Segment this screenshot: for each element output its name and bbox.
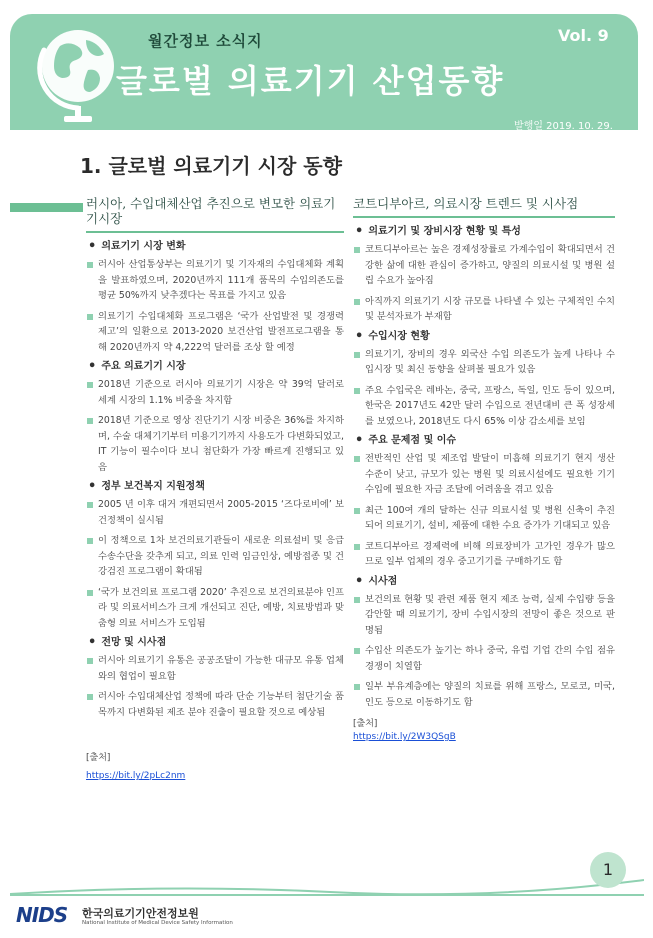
right-section-heading: • 의료기기 및 장비시장 현황 및 특성 (355, 224, 521, 239)
monthly-label: 월간정보 소식지 (148, 32, 263, 50)
list-item: ‘국가 보건의료 프로그램 2020’ 추진으로 보건의료분야 인프라 및 의료서비스가 크게 개선되고 진단, 예방, 치료방법과 맞춤형 의료 서비스가 도입됨 (86, 585, 344, 632)
right-section-heading: • 수입시장 현황 (355, 328, 430, 344)
right-section-heading: • 시사점 (355, 573, 398, 589)
issue-date: 발행일 2019. 10. 29. (514, 121, 613, 132)
left-section-heading: • 의료기기 시장 변화 (88, 239, 186, 254)
right-column-heading: 코트디부아르, 의료시장 트렌드 및 시사점 (353, 196, 615, 218)
list-item: 의료기기 수입대체화 프로그램은 ‘국가 산업발전 및 경쟁력 제고’의 일환으로 2013-2020 보건산업 발전프로그램을 통해 2020년까지 약 4,222억 달러를 조상 할 예정 (86, 309, 344, 356)
list-item: 아직까지 의료기기 시장 규모를 나타낼 수 있는 구체적인 수치 및 분석자료가 부재함 (353, 294, 615, 325)
dot-icon: • (88, 239, 97, 254)
footer-line (10, 894, 644, 896)
source-link[interactable]: https://bit.ly/2W3QSgB (353, 732, 456, 742)
list-item: 2018년 기준으로 러시아 의료기기 시장은 약 39억 달러로 세계 시장의 1.1% 비중을 차지함 (86, 377, 344, 408)
dot-icon: • (355, 224, 364, 239)
org-name-english: National Institute of Medical Device Safety Information (82, 920, 233, 926)
section-marker (10, 203, 83, 212)
source-label: [출처] (86, 753, 111, 763)
list-item: 최근 100여 개의 달하는 신규 의료시설 및 병원 신축이 추진되어 의료기기, 설비, 제품에 대한 수요 증가가 기대되고 있음 (353, 503, 615, 534)
list-item: 보건의료 현황 및 관련 제품 현지 제조 능력, 실제 수입량 등을 감안할 때 의료기기, 장비 수입시장의 전망이 좋은 것으로 판명됨 (353, 592, 615, 639)
org-name-korean: 한국의료기기안전정보원 (82, 907, 199, 920)
list-item: 러시아 수입대체산업 정책에 따라 단순 기능부터 첨단기술 품목까지 다변화된 제조 분야 진출이 필요할 것으로 예상됨 (86, 689, 344, 720)
section-title: 1. 글로벌 의료기기 시장 동향 (80, 154, 342, 178)
dot-icon: • (88, 479, 97, 494)
list-item: 일부 부유계층에는 양질의 치료를 위해 프랑스, 모로코, 미국, 인도 등으로 이동하기도 함 (353, 679, 615, 710)
page-number: 1 (590, 852, 626, 888)
list-item: 2005 년 이후 대거 개편되면서 2005-2015 ‘즈다로비에’ 보건정책이 실시됨 (86, 497, 344, 528)
left-column (86, 196, 344, 781)
volume-number: Vol. 9 (558, 26, 609, 45)
list-item: 러시아 의료기기 유통은 공공조달이 가능한 대규모 유통 업체와의 협업이 필요함 (86, 653, 344, 684)
dot-icon: • (355, 328, 364, 344)
list-item: 러시아 산업통상부는 의료기기 및 기자재의 수입대체화 계획을 발표하였으며, 2020년까지 111개 품목의 수입의존도를 평균 50%까지 낮추겠다는 목표를 가지고 있음 (86, 257, 344, 304)
list-item: 수입산 의존도가 높기는 하나 중국, 유럽 기업 간의 수입 점유 경쟁이 치열함 (353, 643, 615, 674)
source-link[interactable]: https://bit.ly/2pLc2nm (86, 771, 186, 781)
dot-icon: • (88, 635, 97, 650)
list-item: 2018년 기준으로 영상 진단기기 시장 비중은 36%를 차지하며, 수술 대체기기부터 미용기기까지 사용도가 다변화되었고, IT 기능이 필수이다 보니 첨단화가 가장 빠르게 진행되고 있음 (86, 413, 344, 475)
left-section-heading: • 주요 의료기기 시장 (88, 359, 186, 374)
dot-icon: • (355, 433, 364, 448)
right-section-heading: • 주요 문제점 및 이슈 (355, 433, 457, 448)
dot-icon: • (355, 573, 364, 589)
list-item: 의료기기, 장비의 경우 외국산 수입 의존도가 높게 나타나 수입시장 및 최신 동향을 살펴볼 필요가 있음 (353, 347, 615, 378)
nids-logo: NIDS (16, 903, 68, 927)
globe-icon (30, 20, 126, 130)
list-item: 이 정책으로 1차 보건의료기관들이 새로운 의료설비 및 응급 수송수단을 갖추게 되고, 의료 인력 임금인상, 예방접종 및 건강검진 프로그램이 확대됨 (86, 533, 344, 580)
source-label: [출처] (353, 719, 378, 729)
list-item: 코트디부아르 경제력에 비해 의료장비가 고가인 경우가 많으므로 일부 업체의 경우 중고기기를 구매하기도 함 (353, 539, 615, 570)
footer-wave (10, 862, 644, 902)
left-section-heading: • 정부 보건복지 지원정책 (88, 479, 205, 494)
newsletter-title: 글로벌 의료기기 산업동향 (116, 62, 505, 100)
right-column (353, 196, 615, 742)
left-section-heading: • 전망 및 시사점 (88, 635, 167, 650)
list-item: 코트디부아르는 높은 경제성장률로 가계수입이 확대되면서 건강한 삶에 대한 관심이 증가하고, 양질의 의료시설 및 병원 설립 수요가 높아짐 (353, 242, 615, 289)
list-item: 전반적인 산업 및 제조업 발달이 미흡해 의료기기 현지 생산 수준이 낮고, 규모가 있는 병원 및 의료시설에도 필요한 기기 수입에 필요한 자금 조달에 어려움을 겪고 있음 (353, 451, 615, 498)
list-item: 주요 수입국은 레바논, 중국, 프랑스, 독일, 인도 등이 있으며, 한국은 2017년도 42만 달러 수입으로 전년대비 큰 폭 성장세를 보였으나, 2018년도 다시 65% 이상 감소세를 보임 (353, 383, 615, 430)
left-column-heading: 러시아, 수입대체산업 추진으로 변모한 의료기기시장 (86, 196, 344, 233)
dot-icon: • (88, 359, 97, 374)
